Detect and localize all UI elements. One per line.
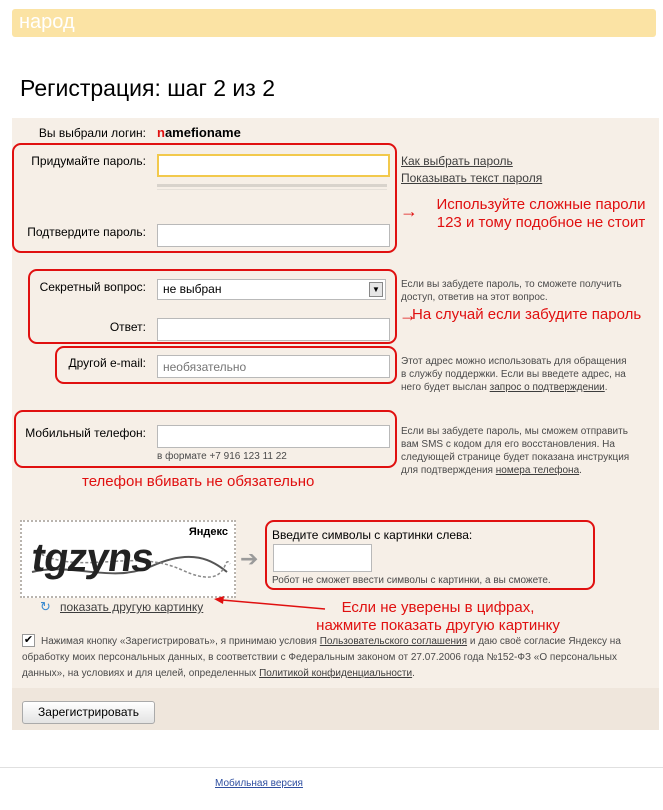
agreement-text — [22, 634, 642, 682]
annotation-arrow-password: → — [400, 201, 418, 221]
how-to-choose-password-link[interactable]: Как выбрать пароль — [401, 154, 513, 168]
annotation-captcha-tip: Если не уверены в цифрах, нажмите показать другую картинку — [316, 599, 560, 634]
privacy-policy-link[interactable]: Политикой конфиденциальности — [259, 668, 413, 679]
phone-number-link[interactable]: номера телефона — [495, 465, 580, 476]
password-label: Придумайте пароль: — [31, 154, 146, 168]
show-password-text-link[interactable]: Показывать текст пароля — [401, 171, 543, 185]
annotation-box-secret — [28, 269, 397, 344]
register-button[interactable]: Зарегистрировать — [22, 701, 155, 724]
confirm-password-label: Подтвердите пароль: — [27, 225, 146, 239]
agreement-text-1: Нажимая кнопку «Зарегистрировать», я принимаю условия — [41, 636, 317, 647]
captcha-input-label: Введите символы с картинки слева: — [272, 528, 473, 542]
secret-question-label: Секретный вопрос: — [39, 280, 146, 294]
email-confirm-request-link[interactable]: запрос о подтверждении — [489, 382, 605, 393]
login-rest: amefioname — [164, 125, 241, 140]
refresh-icon[interactable]: ↻ — [40, 599, 51, 614]
email-hint-text: Этот адрес можно использовать для обращения в службу поддержки. Если вы введете адрес, на него будет выслан — [401, 356, 627, 393]
secret-question-selected: не выбран — [163, 282, 222, 296]
annotation-box-email — [55, 346, 397, 384]
captcha-text: tgzyns — [28, 536, 156, 580]
agreement-text-end: . — [412, 668, 415, 679]
site-header — [12, 9, 656, 37]
email-label: Другой e-mail: — [68, 356, 146, 370]
email-hint-end: . — [604, 382, 608, 393]
captcha-hint: Робот не сможет ввести символы с картинки, а вы сможете. — [272, 575, 551, 586]
login-value — [157, 125, 241, 140]
annotation-question-tip: На случай если забудите пароль — [412, 306, 642, 323]
annotation-box-captcha — [265, 520, 595, 590]
agreement-text-2: и даю своё согласие Яндексу на обработку моих персональных данных, в соответствии с Федеральным законом от 27.07.2006 года №152-ФЗ «О персональных данных», на условиях и для целей, определенных — [22, 636, 621, 679]
annotation-box-password — [12, 143, 397, 253]
captcha-image — [20, 520, 236, 598]
email-hint — [401, 355, 633, 394]
mobile-version-link[interactable]: Мобильная версия — [215, 778, 303, 789]
captcha-brand: Яндекс — [188, 526, 228, 538]
annotation-password-tip: Используйте сложные пароли 123 и тому подобное не стоит — [436, 196, 646, 231]
site-logo[interactable]: народ — [19, 11, 75, 33]
phone-hint-text: Если вы забудете пароль, мы сможем отправить вам SMS с кодом для его восстановления. На следующей странице будет показана инструкция для подтверждения — [401, 426, 630, 476]
annotation-phone-tip: телефон вбивать не обязательно — [82, 473, 315, 490]
user-agreement-link[interactable]: Пользовательского соглашения — [319, 636, 468, 647]
annotation-box-phone — [14, 410, 397, 468]
phone-format-hint: в формате +7 916 123 11 22 — [157, 451, 287, 462]
chevron-down-icon[interactable]: ▼ — [369, 282, 383, 297]
show-another-picture-link[interactable]: показать другую картинку — [60, 600, 204, 614]
phone-hint-end: . — [579, 465, 582, 476]
secret-question-hint: Если вы забудете пароль, то сможете получить доступ, ответив на этот вопрос. — [401, 279, 622, 303]
phone-label: Мобильный телефон: — [25, 426, 146, 440]
captcha-arrow-icon: ➔ — [240, 546, 259, 571]
login-label: Вы выбрали логин: — [38, 126, 146, 140]
page-title: Регистрация: шаг 2 из 2 — [20, 75, 276, 101]
phone-hint — [401, 425, 633, 477]
login-first-letter: n — [157, 125, 165, 140]
annotation-arrow-secret: → — [399, 305, 417, 325]
footer-divider — [0, 767, 663, 768]
answer-label: Ответ: — [109, 320, 146, 334]
agreement-checkbox[interactable]: ✔ — [23, 634, 34, 646]
